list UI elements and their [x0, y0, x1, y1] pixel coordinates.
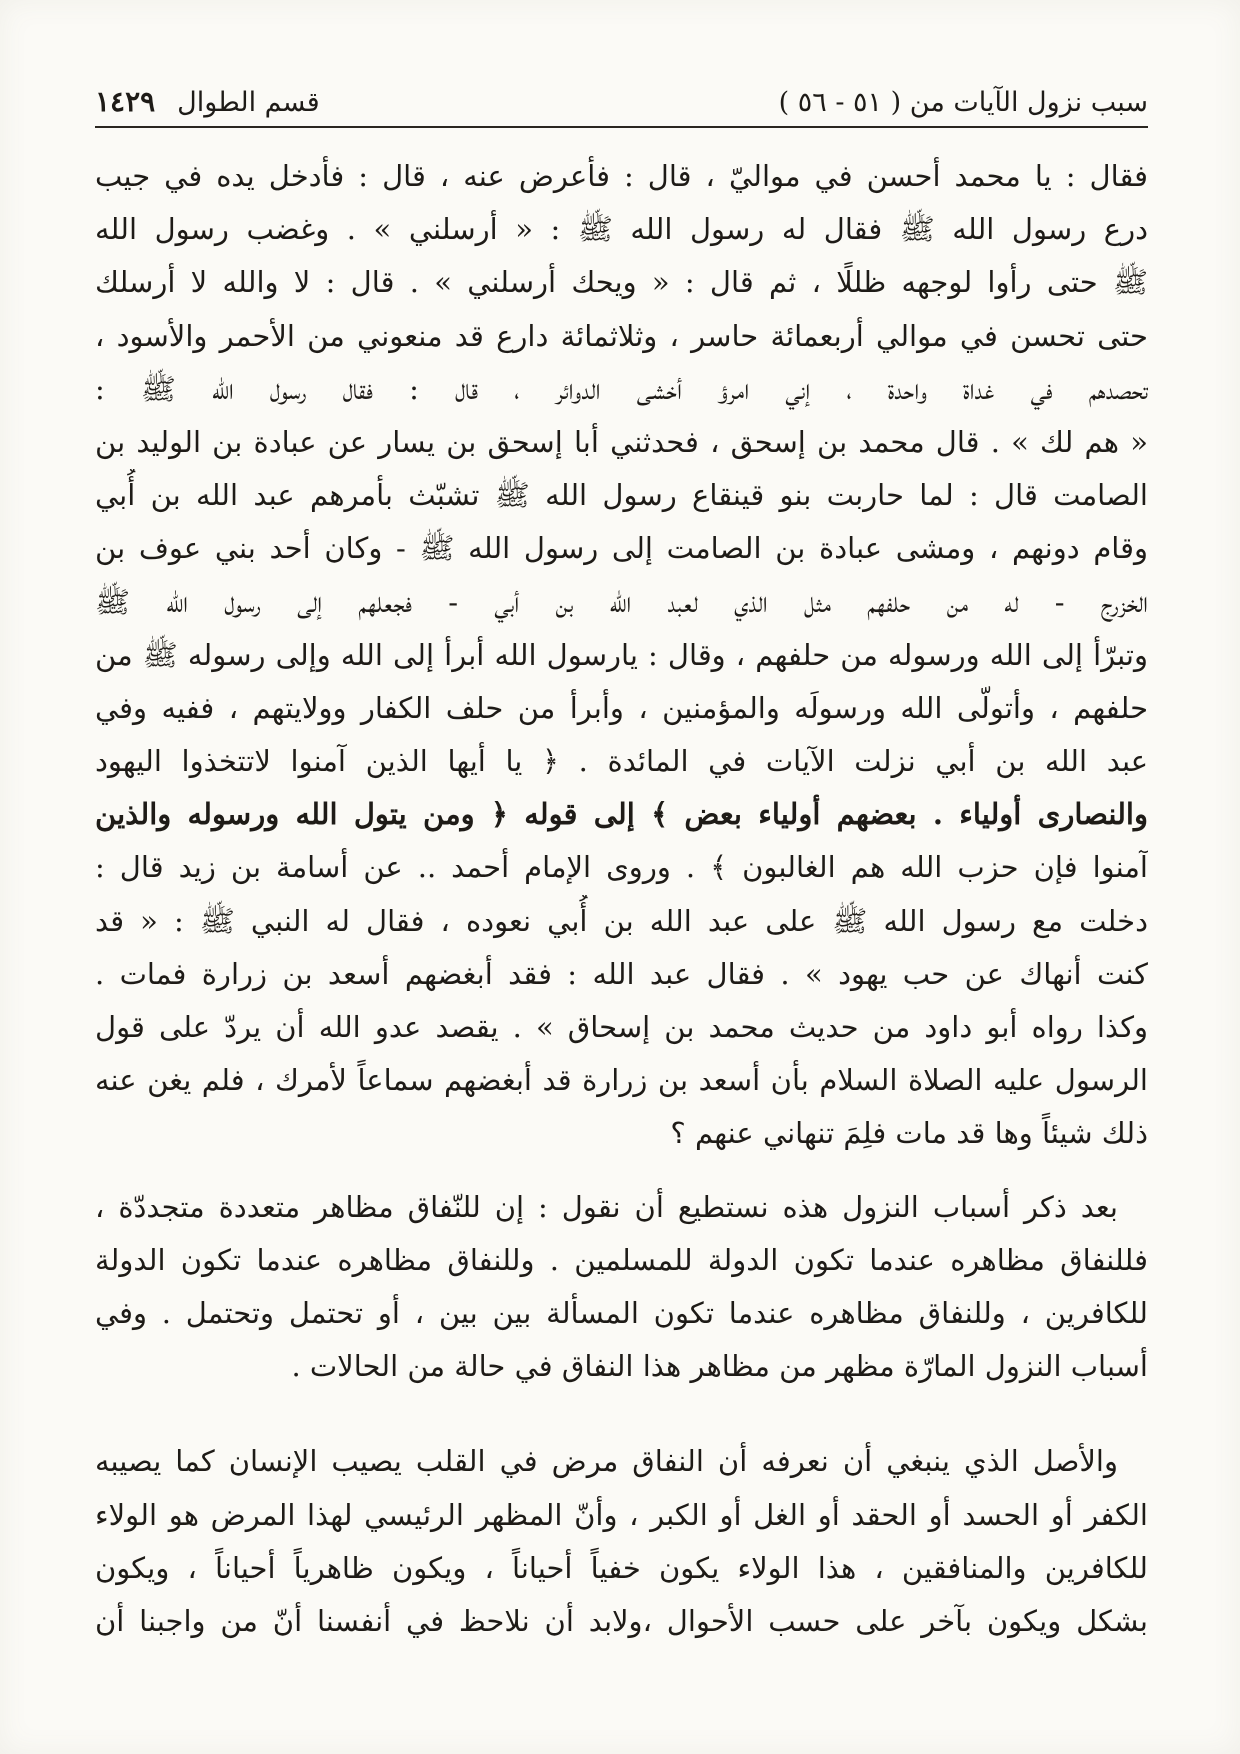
paragraph: [95, 1181, 1148, 1394]
text-line: للكافرين والمنافقين ، هذا الولاء يكون خفياً أحياناً ، ويكون ظاهرياً أحياناً ، ويكون: [95, 1550, 1148, 1585]
section-title: سبب نزول الآيات من ( ٥١ - ٥٦ ): [778, 87, 1148, 118]
paragraph: [95, 150, 1148, 1161]
quran-verse-line: والنصارى أولياء . بعضهم أولياء بعض ﴾ إلى قوله ﴿ ومن يتول الله ورسوله والذين: [95, 797, 1148, 832]
text-line: عبد الله بن أبي نزلت الآيات في المائدة . ﴿ يا أيها الذين آمنوا لاتتخذوا اليهود: [95, 744, 1148, 779]
text-line: « هم لك » . قال محمد بن إسحق ، فحدثني أبا إسحق بن يسار عن عبادة بن الوليد بن: [95, 424, 1148, 459]
text-line: حلفهم ، وأتولّى الله ورسولَه والمؤمنين ، وأبرأ من حلف الكفار وولايتهم ، ففيه وفي: [95, 690, 1148, 725]
text-line: تحصدهم في غداة واحدة ، إني امرؤ أخشى الدوائر ، قال : فقال رسول الله ﷺ :: [95, 371, 1148, 406]
header-divider: [95, 126, 1148, 128]
header-left-group: [95, 85, 320, 118]
part-title: قسم الطوال: [177, 87, 320, 118]
text-line: كنت أنهاك عن حب يهود » . فقال عبد الله : فقد أبغضهم أسعد بن زرارة فمات .: [95, 956, 1148, 991]
text-line: آمنوا فإن حزب الله هم الغالبون ﴾ . وروى الإمام أحمد .. عن أسامة بن زيد قال :: [95, 850, 1148, 885]
text-line: الكفر أو الحسد أو الحقد أو الغل أو الكبر ، وأنّ المظهر الرئيسي لهذا المرض هو الولاء: [95, 1497, 1148, 1532]
text-line: للكافرين ، وللنفاق مظاهره عندما تكون المسألة بين بين ، أو تحتمل وتحتمل . وفي: [95, 1295, 1148, 1330]
text-line: وقام دونهم ، ومشى عبادة بن الصامت إلى رسول الله ﷺ - وكان أحد بني عوف بن: [95, 531, 1148, 566]
paragraph-gap: [95, 1161, 1148, 1181]
text-line: حتى تحسن في موالي أربعمائة حاسر ، وثلاثمائة دارع قد منعوني من الأحمر والأسود ،: [95, 318, 1148, 353]
text-line: وتبرّأ إلى الله ورسوله من حلفهم ، وقال : يارسول الله أبرأ إلى الله وإلى رسوله ﷺ من: [95, 637, 1148, 672]
text-line: بشكل ويكون بآخر على حسب الأحوال ،ولابد أن نلاحظ في أنفسنا أنّ من واجبنا أن: [95, 1603, 1148, 1638]
text-line: الصامت قال : لما حاربت بنو قينقاع رسول الله ﷺ تشبّث بأمرهم عبد الله بن أُبي: [95, 478, 1148, 513]
text-line: والأصل الذي ينبغي أن نعرفه أن النفاق مرض في القلب يصيب الإنسان كما يصيبه: [95, 1444, 1118, 1479]
text-line: الخزرج - له من حلفهم مثل الذي لعبد الله بن أبي - فجعلهم إلى رسول الله ﷺ: [95, 584, 1148, 619]
running-header: [95, 78, 1148, 118]
text-line: فللنفاق مظاهره عندما تكون الدولة للمسلمين . وللنفاق مظاهره عندما تكون الدولة: [95, 1242, 1148, 1277]
text-line: درع رسول الله ﷺ فقال له رسول الله ﷺ : « أرسلني » . وغضب رسول الله: [95, 212, 1148, 247]
paragraph: [95, 1435, 1148, 1648]
text-line: ذلك شيئاً وها قد مات فلِمَ تنهاني عنهم ؟: [670, 1116, 1148, 1151]
text-line: ﷺ حتى رأوا لوجهه ظللًا ، ثم قال : « ويحك أرسلني » . قال : لا والله لا أرسلك: [95, 265, 1148, 300]
text-line: دخلت مع رسول الله ﷺ على عبد الله بن أُبي نعوده ، فقال له النبي ﷺ : « قد: [95, 903, 1148, 938]
page-number: ١٤٢٩: [95, 85, 156, 118]
paragraph-gap: [95, 1393, 1148, 1435]
text-line: أسباب النزول المارّة مظهر من مظاهر هذا النفاق في حالة من الحالات .: [291, 1349, 1148, 1384]
text-line: وكذا رواه أبو داود من حديث محمد بن إسحاق » . يقصد عدو الله أن يردّ على قول: [95, 1010, 1148, 1044]
text-line: فقال : يا محمد أحسن في مواليّ ، قال : فأعرض عنه ، قال : فأدخل يده في جيب: [95, 159, 1148, 193]
text-line: بعد ذكر أسباب النزول هذه نستطيع أن نقول : إن للنّفاق مظاهر متعددة متجددّة ،: [95, 1189, 1118, 1224]
text-line: الرسول عليه الصلاة السلام بأن أسعد بن زرارة قد أبغضهم سماعاً لأمرك ، فلم يغن عنه: [95, 1063, 1148, 1098]
body-text: [95, 150, 1148, 1648]
